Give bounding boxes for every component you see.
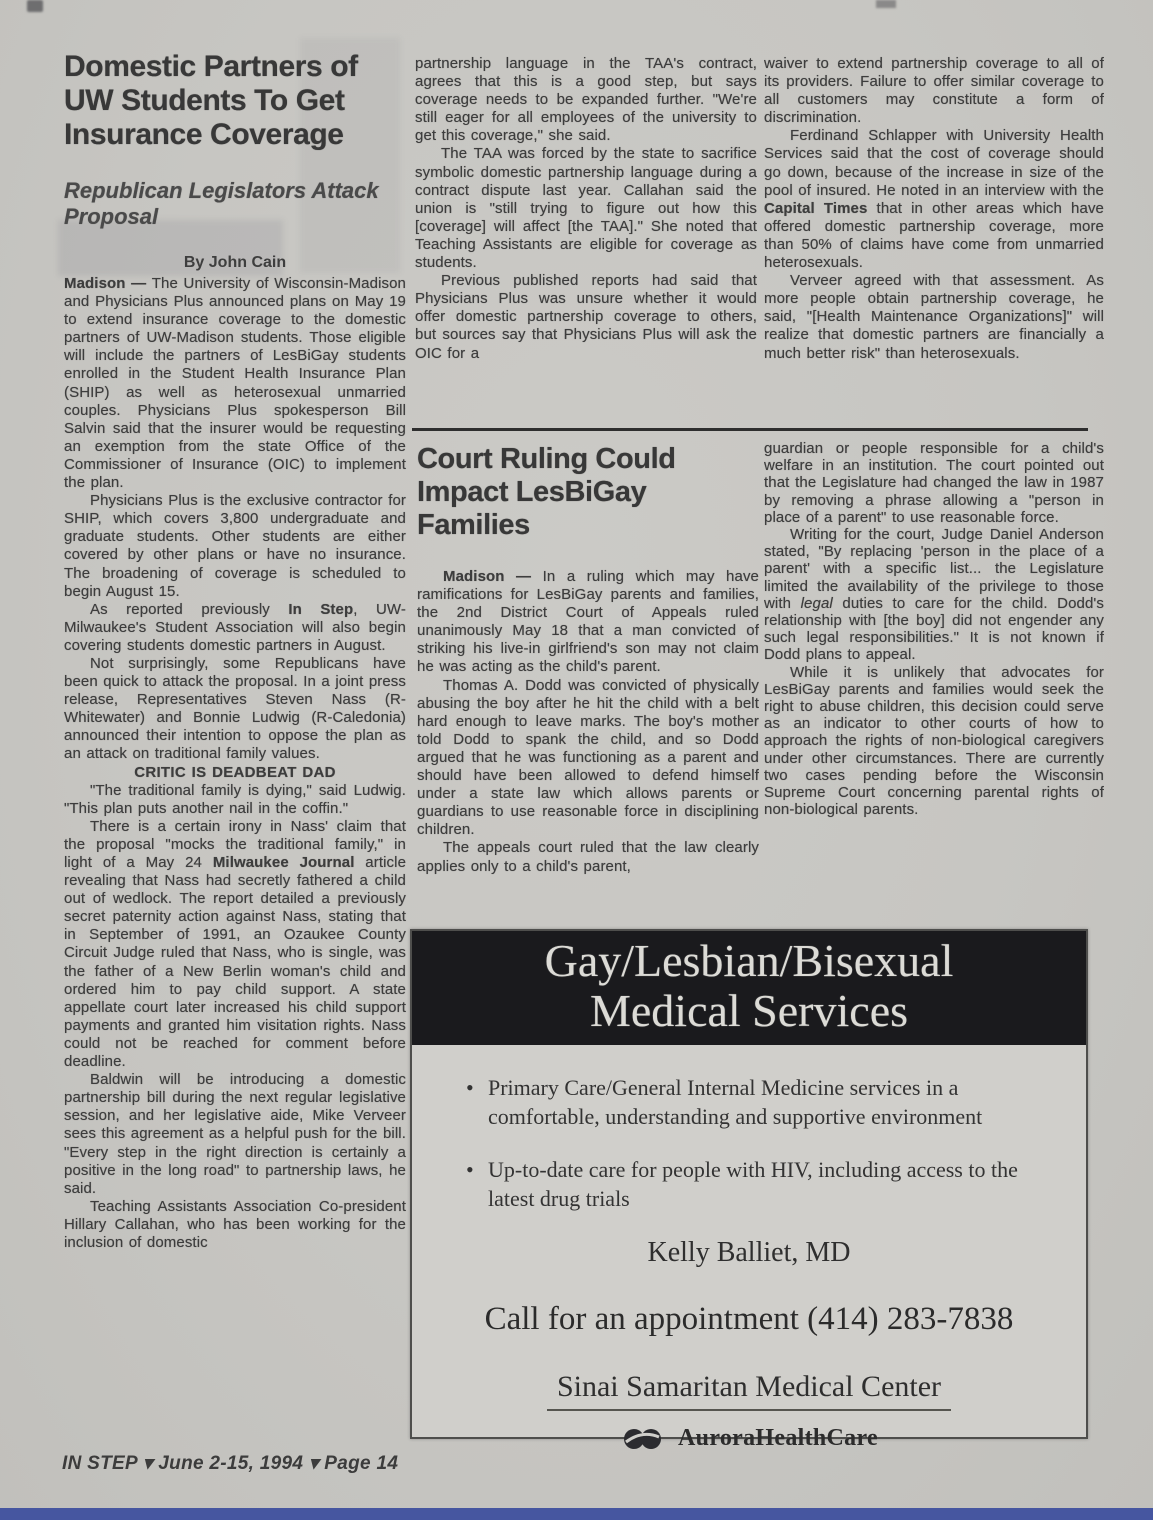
article-divider-rule [412, 428, 1088, 431]
paragraph: The appeals court ruled that the law clearly applies only to a child's parent, [417, 839, 759, 875]
publication-name: In Step [288, 600, 354, 618]
paragraph [64, 275, 406, 492]
article1-col1-text [64, 275, 406, 1252]
paragraph [64, 818, 406, 1071]
article2-col2-text [417, 568, 759, 876]
emphasized-word: legal [800, 594, 833, 612]
paragraph-text: article revealing that Nass had secretly fathered a child out of wedlock. The report detailed a previously secret paternity action against Nass, stating that in September of 1991, an Ozaukee County Circuit Judge ruled that Nass, who is single, was the father of a New Berlin woman's child and ordered him to pay child support. A state appellate court later increased his child support payments and granted him visitation rights. Nass could not be reached for comment before deadline. [64, 854, 407, 1071]
ad-title-line2: Medical Services [589, 985, 909, 1036]
ad-title-line1: Gay/Lesbian/Bisexual [544, 935, 954, 986]
scan-artifact [27, 0, 43, 12]
paragraph-text: , UW-Milwaukee's Student Association will also begin covering students domestic partners in August. [64, 600, 407, 654]
ad-header [412, 931, 1086, 1045]
article2-column3 [764, 440, 1104, 818]
paragraph: Teaching Assistants Association Co-president Hillary Callahan, who has been working for the inclusion of domestic [64, 1197, 406, 1251]
paragraph: waiver to extend partnership coverage to all of its providers. Failure to offer similar coverage to all customers may constitute a form of discrimination. [764, 55, 1104, 127]
article2-headline: Court Ruling Could Impact LesBiGay Families [417, 443, 676, 541]
paragraph-text: that in other areas which have offered domestic partnership coverage, more than 50% of claims have come from unmarried heterosexuals. [764, 199, 1104, 272]
ad-bullet-item: • Primary Care/General Internal Medicine services in a comfortable, understanding and supportive environment [464, 1073, 1042, 1131]
ad-doctor-name: Kelly Balliet, MD [647, 1237, 851, 1268]
ad-bullet-list [464, 1073, 1042, 1213]
paragraph: While it is unlikely that advocates for LesBiGay parents and families would seek the right to abuse children, this decision could serve as an indicator to other courts of how to approach the rights of non-biological caregivers under other circumstances. There are currently two cases pending before the Wisconsin Supreme Court concerning parental rights of non-biological parents. [764, 663, 1104, 819]
paragraph: Verveer agreed with that assessment. As more people obtain partnership coverage, he said, "[Health Maintenance Organizations]" will realize that domestic partners are financially a much better risk" than heterosexuals. [764, 272, 1104, 362]
paragraph-text: duties to care for the child. Dodd's relationship with [the boy] did not engender any such legal responsibilities." It is not known if Dodd plans to appeal. [764, 594, 1104, 664]
paragraph [764, 127, 1104, 272]
scan-artifact [876, 0, 896, 8]
article1-column1 [64, 50, 406, 1252]
paragraph-text: In a ruling which may have ramifications for LesBiGay parents and families, the 2nd District Court of Appeals ruled unanimously May 18 that a man convicted of striking his live-in girlfriend's son may not claim he was acting as the child's parent. [417, 568, 759, 676]
publication-name: Milwaukee Journal [212, 854, 355, 871]
paragraph-text: Ferdinand Schlapper with University Health Services said that the cost of coverage should go down, because of the increase in size of the pool of insured. He noted in an interview with the [764, 127, 1104, 199]
article1-crosshead: CRITIC IS DEADBEAT DAD [134, 763, 336, 781]
article2-column2 [417, 443, 759, 876]
medical-services-ad [410, 929, 1088, 1451]
page-footer: IN STEP ▾ June 2-15, 1994 ▾ Page 14 [62, 1453, 399, 1474]
ad-brand-name: AuroraHealthCare [678, 1425, 878, 1451]
dateline: Madison — [64, 275, 152, 292]
paragraph: guardian or people responsible for a child's welfare in an institution. The court pointed out that the Legislature had changed the law in 1987 by removing a phrase allowing a "person in place of a parent" to use reasonable force. [764, 440, 1104, 526]
paragraph-text: Writing for the court, Judge Daniel Anderson stated, "By replacing 'person in the place of a parent' with a specific list... the Legislature limited the availability of the privilege to those with [764, 526, 1104, 612]
aurora-logo-icon [620, 1426, 666, 1452]
article1-column3 [764, 55, 1104, 363]
paragraph: Physicians Plus is the exclusive contractor for SHIP, which covers 3,800 undergraduate and graduate students. Other students are either covered by other plans or have no insurance. The broadening of coverage is scheduled to begin August 15. [64, 492, 406, 600]
ad-bullet-item: • Up-to-date care for people with HIV, including access to the latest drug trials [464, 1155, 1042, 1213]
article1-subhead: Republican Legislators Attack Proposal [64, 178, 379, 229]
paragraph-text: As reported previously [90, 600, 289, 618]
paragraph: Thomas A. Dodd was convicted of physically abusing the boy after he hit the child with a belt hard enough to leave marks. The boy's mother told Dodd to spank the child, and so Dodd argued that he was functioning as a parent and should have been allowed to defend himself under a state law which allows parents or guardians to use reasonable force in disciplining children. [417, 676, 759, 839]
ad-hospital-text: Sinai Samaritan Medical Center [547, 1370, 951, 1411]
ad-phone-line: Call for an appointment (414) 283-7838 [484, 1301, 1014, 1337]
paragraph: The TAA was forced by the state to sacrifice symbolic domestic partnership language during a contract dispute last year. Callahan said the union is "still trying to figure out how this [coverage] will affect [the TAA]." She noted that Teaching Assistants are eligible for coverage as students. [415, 145, 757, 272]
paragraph: Previous published reports had said that Physicians Plus was unsure whether it would offer domestic partnership coverage to others, but sources say that Physicians Plus will ask the OIC for a [415, 272, 757, 362]
paragraph: partnership language in the TAA's contract, agrees that this is a good step, but says coverage needs to be expanded further. "We're still eager for all employees of the university to get this coverage," she said. [415, 55, 757, 145]
paragraph: "The traditional family is dying," said Ludwig. "This plan puts another nail in the coffin." [64, 781, 406, 817]
publication-name: Capital Times [764, 199, 868, 217]
paragraph-text: There is a certain irony in Nass' claim that the proposal "mocks the traditional family," in light of a May 24 [64, 817, 406, 871]
ad-hospital-name [412, 1370, 1086, 1411]
paragraph [764, 526, 1104, 664]
ad-brand-row [412, 1425, 1086, 1452]
dateline: Madison — [443, 568, 543, 585]
article1-column2 [415, 55, 757, 363]
article1-byline: By John Cain [183, 254, 287, 271]
article1-headline: Domestic Partners of UW Students To Get Insurance Coverage [64, 50, 358, 151]
scan-edge-strip [0, 1508, 1153, 1520]
paragraph: Not surprisingly, some Republicans have been quick to attack the proposal. In a joint press release, Representatives Steven Nass (R-Whitewater) and Bonnie Ludwig (R-Caledonia) announced their intention to oppose the plan as an attack on traditional family values. [64, 654, 406, 763]
paragraph [64, 601, 406, 655]
paragraph: Baldwin will be introducing a domestic partnership bill during the next regular legislative session, and her legislative aide, Mike Verveer sees this agreement as a helpful push for the bill. "Every step in the right direction is certainly a positive in the long road" to partnership laws, he said. [64, 1071, 406, 1197]
paragraph-text: The University of Wisconsin-Madison and Physicians Plus announced plans on May 19 to extend insurance coverage to the domestic partners of UW-Madison students. Those eligible will include the partners of LesBiGay students enrolled in the Student Health Insurance Plan (SHIP) as well as heterosexual unmarried couples. Physicians Plus spokesperson Bill Salvin said that the insurer would be requesting an exemption from the state Office of the Commissioner of Insurance (OIC) to implement the plan. [64, 275, 406, 492]
paragraph [417, 568, 759, 677]
